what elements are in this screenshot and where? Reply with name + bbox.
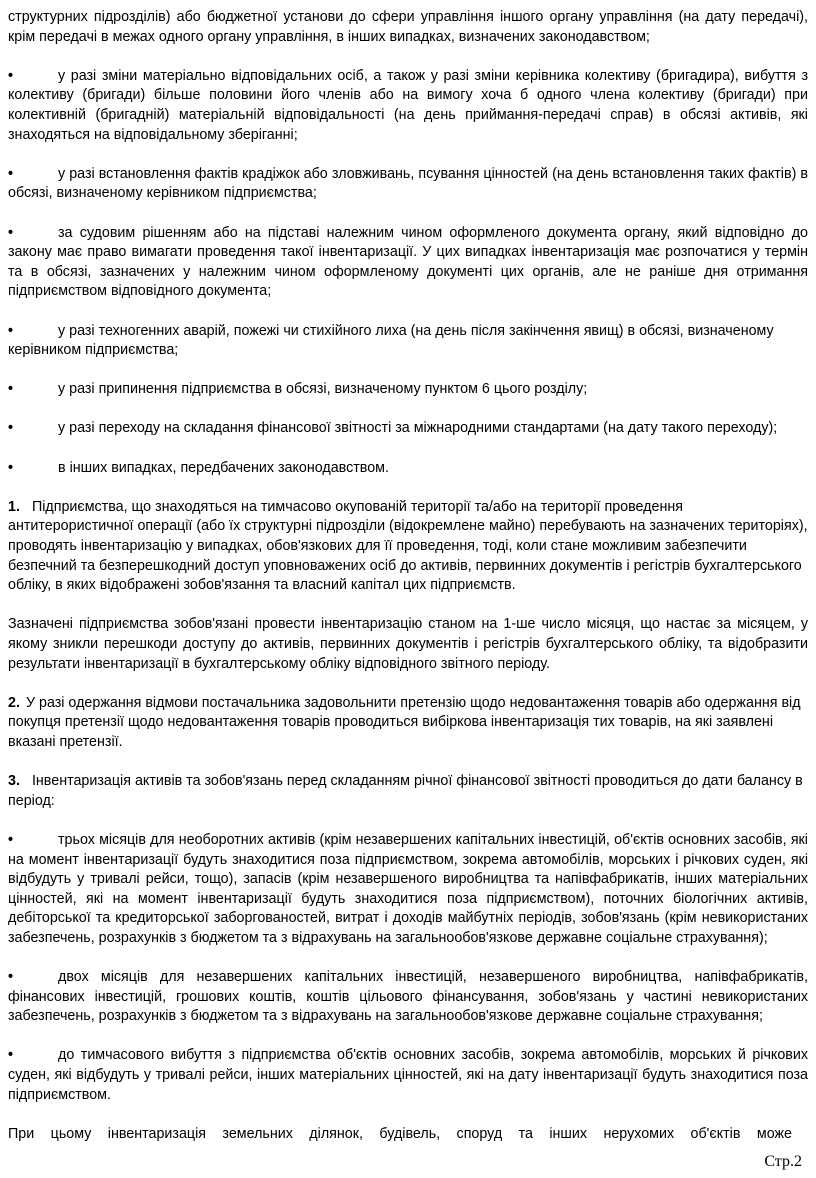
bullet-text: у разі переходу на складання фінансової звітності за міжнародними стандартами (на дату такого переходу); bbox=[58, 420, 778, 437]
section-3 bbox=[8, 772, 808, 811]
bullet-text: в інших випадках, передбачених законодавством. bbox=[58, 459, 389, 476]
bullet-text: у разі зміни матеріально відповідальних осіб, а також у разі зміни керівника колективу (бригадира), вибуття з колективу (бригади) більше половини його членів або на вимогу хоча б одного члена колективу (бригади) при колективній (бригадній) матеріальній відповідальності (на день приймання-передачі справ) в обсязі активів, які знаходяться на відповідальному зберіганні; bbox=[8, 67, 808, 143]
bullet-item bbox=[8, 419, 808, 439]
bullet-text: двох місяців для незавершених капітальних інвестицій, незавершеного виробництва, напівфабрикатів, фінансових інвестицій, грошових коштів, коштів цільового фінансування, зобов'язань у частині невикористаних забезпечень, розрахунків з бюджетом та з відрахувань на загальнообов'язкове державне соціальне страхування; bbox=[8, 969, 808, 1025]
section-text: У разі одержання відмови постачальника задовольнити претензію щодо недовантаження товарів або одержання від покупця претензії щодо недовантаження товарів проводиться вибіркова інвентаризація тих товарів, на які заявлені вказані претензії. bbox=[8, 694, 801, 750]
section-number: 2. bbox=[8, 694, 20, 711]
bullet-icon: • bbox=[8, 322, 14, 339]
section-text: Підприємства, що знаходяться на тимчасово окупованій території та/або на території проведення антитерористичної операції (або їх структурні підрозділи (відокремлене майно) перебувають на зазначених територіях), проводять інвентаризацію у випадках, обов'язкових для її проведення, тоді, коли стане можливим забезпечити безпечний та безперешкодний доступ уповноважених осіб до активів, первинних документів і регістрів бухгалтерського обліку, в яких відображені зобов'язання та власний капітал цих підприємств. bbox=[8, 498, 808, 594]
bullet-icon: • bbox=[8, 165, 14, 182]
paragraph-after-section-1: Зазначені підприємства зобов'язані провести інвентаризацію станом на 1-ше число місяця, що настає за місяцем, у якому зникли перешкоди доступу до активів, первинних документів і регістрів бухгалтерського обліку, та відобразити результати інвентаризації в бухгалтерському обліку відповідного звітного періоду. bbox=[8, 616, 808, 672]
bullet-text: у разі припинення підприємства в обсязі, визначеному пунктом 6 цього розділу; bbox=[58, 381, 588, 398]
bullet-item bbox=[8, 67, 808, 145]
final-paragraph: При цьому інвентаризація земельних ділянок, будівель, споруд та інших нерухомих об'єктів може bbox=[8, 1125, 792, 1142]
document-page bbox=[8, 8, 808, 1144]
bullet-item bbox=[8, 459, 808, 479]
bullet-item bbox=[8, 224, 808, 302]
bullet-text: до тимчасового вибуття з підприємства об'єктів основних засобів, зокрема автомобілів, морських й річкових суден, які відбудуть у тривалі рейси, інших матеріальних цінностей, які на дату інвентаризації будуть знаходитися поза підприємством. bbox=[8, 1047, 808, 1103]
bullet-icon: • bbox=[8, 224, 14, 241]
page-number: Стр.2 bbox=[764, 1153, 802, 1170]
section-number: 1. bbox=[8, 498, 20, 515]
section-2 bbox=[8, 694, 808, 753]
bullet-icon: • bbox=[8, 1047, 14, 1064]
bullet-item bbox=[8, 831, 808, 949]
bullet-icon: • bbox=[8, 969, 14, 986]
bullet-text: трьох місяців для необоротних активів (крім незавершених капітальних інвестицій, об'єктів основних засобів, які на момент інвентаризації будуть знаходитися поза підприємством, зокрема автомобілів, морських і річкових суден, які відбудуть у тривалі рейси, тощо), запасів (крім незавершеного виробництва та напівфабрикатів, інших матеріальних цінностей, які на момент інвентаризації будуть знаходитися поза підприємством), поточних біологічних активів, дебіторської та кредиторської заборгованостей, витрат і доходів майбутніх періодів, зобов'язань (крім невикористаних забезпечень, розрахунків з бюджетом та з відрахувань на загальнообов'язкове державне соціальне страхування); bbox=[8, 831, 808, 946]
bullet-item bbox=[8, 968, 808, 1027]
bullet-text: за судовим рішенням або на підставі належним чином оформленого документа органу, який відповідно до закону має право вимагати проведення такої інвентаризації. У цих випадках інвентаризація має розпочатися у термін та в обсязі, зазначених у належним чином оформленому документі цих органів, але не раніше дня отримання підприємством відповідного документа; bbox=[8, 224, 808, 300]
bullet-icon: • bbox=[8, 420, 14, 437]
bullet-text: у разі техногенних аварій, пожежі чи стихійного лиха (на день після закінчення явищ) в обсязі, визначеному керівником підприємства; bbox=[8, 322, 774, 359]
bullet-text: у разі встановлення фактів крадіжок або зловживань, псування цінностей (на день встановлення таких фактів) в обсязі, визначеному керівником підприємства; bbox=[8, 165, 808, 202]
section-1 bbox=[8, 498, 808, 596]
bullet-icon: • bbox=[8, 67, 14, 84]
bullet-item bbox=[8, 380, 808, 400]
bullet-item bbox=[8, 322, 808, 361]
section-text: Інвентаризація активів та зобов'язань перед складанням річної фінансової звітності проводиться до дати балансу в період: bbox=[8, 773, 803, 809]
bullet-icon: • bbox=[8, 381, 14, 398]
intro-paragraph: структурних підрозділів) або бюджетної установи до сфери управління іншого органу управління (на дату передачі), крім передачі в межах одного органу управління, в інших випадках, визначених законодавством; bbox=[8, 9, 808, 45]
bullet-icon: • bbox=[8, 831, 14, 848]
section-number: 3. bbox=[8, 773, 20, 790]
bullet-item bbox=[8, 1046, 808, 1105]
bullet-item bbox=[8, 165, 808, 204]
bullet-icon: • bbox=[8, 459, 14, 476]
